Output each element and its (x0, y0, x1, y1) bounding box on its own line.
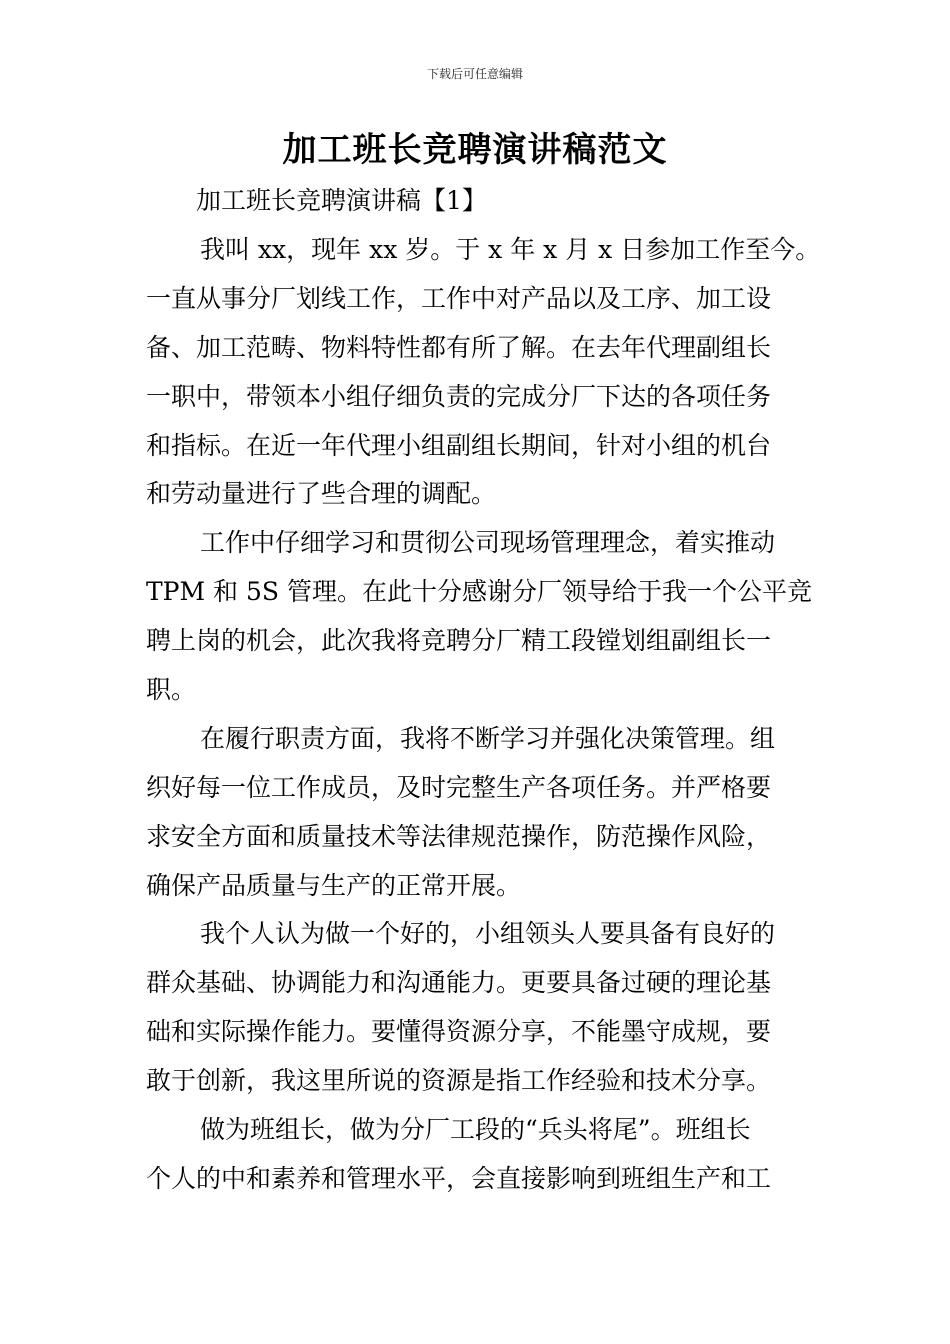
paragraph-line: 工作中仔细学习和贯彻公司现场管理理念，着实推动 (200, 528, 776, 558)
section-subtitle: 加工班长竞聘演讲稿【1】 (196, 186, 487, 215)
paragraph-line: 一职中，带领本小组仔细负责的完成分厂下达的各项任务 (146, 381, 772, 411)
paragraph-line: 做为班组长，做为分厂工段的“兵头将尾”。班组长 (200, 1115, 751, 1145)
document-title: 加工班长竞聘演讲稿范文 (282, 130, 668, 170)
paragraph-line: 织好每一位工作成员，及时完整生产各项任务。并严格要 (146, 772, 772, 802)
document-body (146, 226, 821, 1204)
paragraph-line: 一直从事分厂划线工作，工作中对产品以及工序、加工设 (146, 283, 772, 313)
paragraph-5 (146, 1106, 806, 1204)
paragraph-line: 备、加工范畴、物料特性都有所了解。在去年代理副组长 (146, 332, 772, 362)
paragraph-line: 敢于创新，我这里所说的资源是指工作经验和技术分享。 (146, 1066, 772, 1096)
page-header-note: 下载后可任意编辑 (426, 67, 523, 81)
paragraph-3 (146, 715, 806, 911)
paragraph-line: 职。 (146, 675, 197, 705)
paragraph-4 (146, 910, 806, 1106)
paragraph-line: 和指标。在近一年代理小组副组长期间，针对小组的机台 (146, 430, 772, 460)
paragraph-2 (146, 519, 812, 715)
paragraph-line: 个人的中和素养和管理水平，会直接影响到班组生产和工 (146, 1163, 772, 1193)
paragraph-line: 础和实际操作能力。要懂得资源分享，不能墨守成规，要 (146, 1017, 772, 1047)
paragraph-line: 聘上岗的机会，此次我将竞聘分厂精工段镗划组副组长一 (146, 626, 772, 656)
paragraph-line: 和劳动量进行了些合理的调配。 (146, 479, 497, 509)
paragraph-line: TPM 和 5S 管理。在此十分感谢分厂领导给于我一个公平竞 (146, 577, 812, 607)
paragraph-line: 确保产品质量与生产的正常开展。 (146, 870, 522, 900)
paragraph-line: 我个人认为做一个好的，小组领头人要具备有良好的 (200, 919, 776, 949)
paragraph-line: 群众基础、协调能力和沟通能力。更要具备过硬的理论基 (146, 968, 772, 998)
paragraph-line: 我叫 xx，现年 xx 岁。于 x 年 x 月 x 日参加工作至今。 (200, 235, 821, 264)
paragraph-line: 求安全方面和质量技术等法律规范操作，防范操作风险， (146, 821, 772, 851)
paragraph-line: 在履行职责方面，我将不断学习并强化决策管理。组 (200, 723, 776, 753)
paragraph-1 (146, 226, 821, 519)
